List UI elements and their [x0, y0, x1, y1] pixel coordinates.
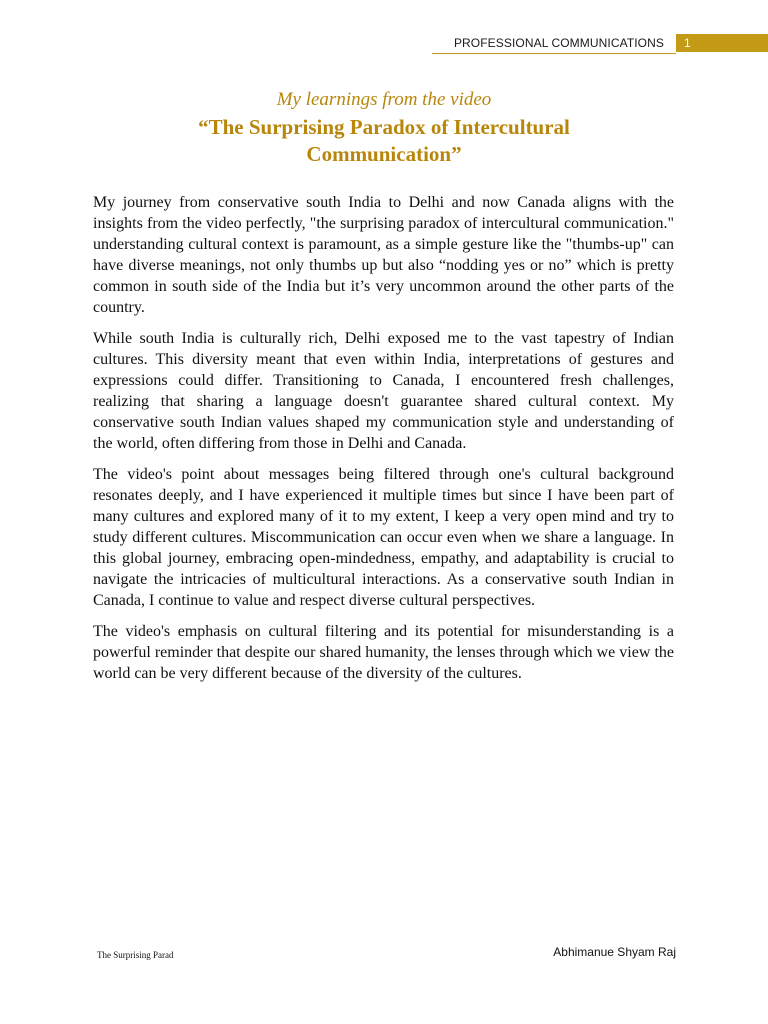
paragraph-3: The video's point about messages being filtered through one's cultural background resonates deeply, and I have experienced it multiple times but since I have been part of many cultures and explored many of it to my extent, I keep a very open mind and try to study different cultures. Miscommunication can occur even when we share a language. In this global journey, embracing open-mindedness, empathy, and adaptability is crucial to navigate the intricacies of multicultural interactions. As a conservative south Indian in Canada, I continue to value and respect diverse cultural perspectives.: [93, 466, 674, 609]
footer-author: Abhimanue Shyam Raj: [553, 945, 676, 959]
page-number-box: [676, 34, 768, 52]
footer-left-text: The Surprising Parad: [97, 950, 174, 960]
paragraph-1: My journey from conservative south India to Delhi and now Canada aligns with the insights from the video perfectly, "the surprising paradox of intercultural communication." understanding cultural context is paramount, as a simple gesture like the "thumbs-up" can have diverse meanings, not only thumbs up but also “nodding yes or no” which is pretty common in south side of the India but it’s very uncommon around the other parts of the country.: [93, 194, 674, 316]
header-rule: [432, 53, 676, 54]
title-subheading: My learnings from the video: [276, 89, 492, 110]
title-heading: “The Surprising Paradox of Intercultural Communication”: [198, 115, 570, 166]
page-number: 1: [684, 36, 691, 50]
document-title: [0, 88, 768, 168]
page-header: [0, 34, 768, 54]
paragraph-2: While south India is culturally rich, Delhi exposed me to the vast tapestry of Indian cultures. This diversity meant that even within India, interpretations of gestures and expressions could differ. Transitioning to Canada, I encountered fresh challenges, realizing that sharing a language doesn't guarantee shared cultural context. My conservative south Indian values shaped my communication style and understanding of the world, often differing from those in Delhi and Canada.: [93, 330, 674, 452]
document-body: [93, 192, 674, 694]
paragraph-4: The video's emphasis on cultural filtering and its potential for misunderstanding is a powerful reminder that despite our shared humanity, the lenses through which we view the world can be very different because of the diversity of the cultures.: [93, 623, 674, 682]
header-title: PROFESSIONAL COMMUNICATIONS: [453, 36, 664, 50]
